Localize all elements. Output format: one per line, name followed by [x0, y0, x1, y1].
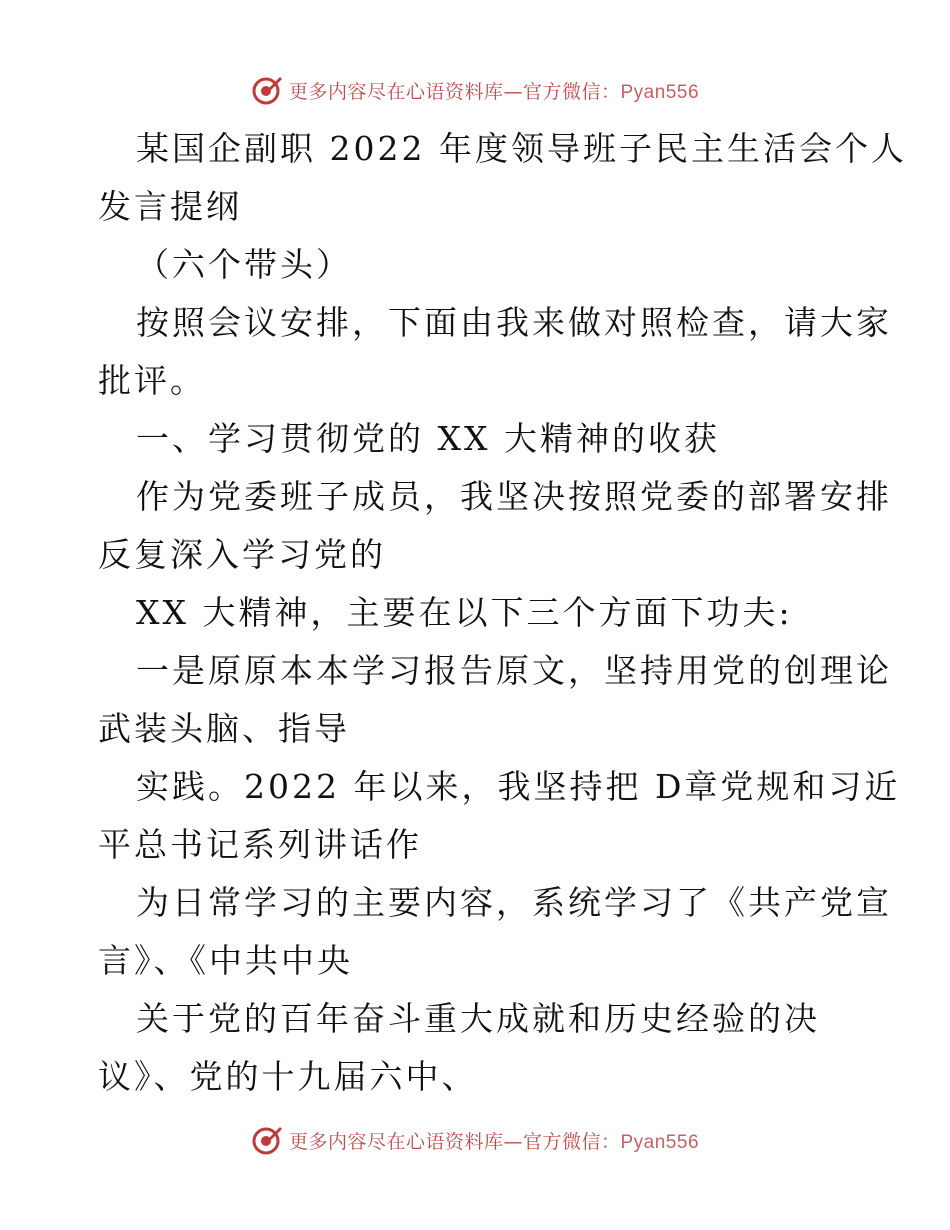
- pen-logo-icon: [251, 74, 283, 106]
- text-line: 平总书记系列讲话作: [98, 825, 422, 864]
- text-line: 按照会议安排，下面由我来做对照检查，请大家: [136, 303, 892, 342]
- watermark-group: [251, 74, 699, 106]
- text-line: 一是原原本本学习报告原文，坚持用党的创理论: [136, 651, 892, 690]
- text-line: 实践。2022 年以来，我坚持把 D章党规和习近: [136, 767, 901, 806]
- text-line: （六个带头）: [136, 245, 352, 284]
- text-line: 武装头脑、指导: [98, 709, 350, 748]
- watermark-group: [251, 1124, 699, 1156]
- text-line: 反复深入学习党的: [98, 535, 386, 574]
- document-body: [98, 120, 907, 1106]
- text-line: 发言提纲: [98, 187, 242, 226]
- pen-logo-icon: [251, 1124, 283, 1156]
- header-watermark: [0, 70, 950, 110]
- text-line: 为日常学习的主要内容，系统学习了《共产党宣: [136, 883, 892, 922]
- text-line: 言》、《中共中央: [98, 941, 353, 980]
- text-line: 关于党的百年奋斗重大成就和历史经验的决: [136, 999, 820, 1038]
- watermark-text: 更多内容尽在心语资料库—官方微信：Pyan556: [288, 1130, 700, 1153]
- watermark-text: 更多内容尽在心语资料库—官方微信：Pyan556: [288, 80, 700, 103]
- text-line: 批评。: [98, 361, 206, 400]
- text-line: XX 大精神，主要在以下三个方面下功夫:: [136, 593, 793, 632]
- text-line: 议》、党的十九届六中、: [98, 1057, 478, 1096]
- footer-watermark: [0, 1120, 950, 1160]
- text-line: 作为党委班子成员，我坚决按照党委的部署安排: [136, 477, 892, 516]
- text-line: 一、学习贯彻党的 XX 大精神的收获: [136, 419, 720, 458]
- text-line: 某国企副职 2022 年度领导班子民主生活会个人: [136, 129, 907, 168]
